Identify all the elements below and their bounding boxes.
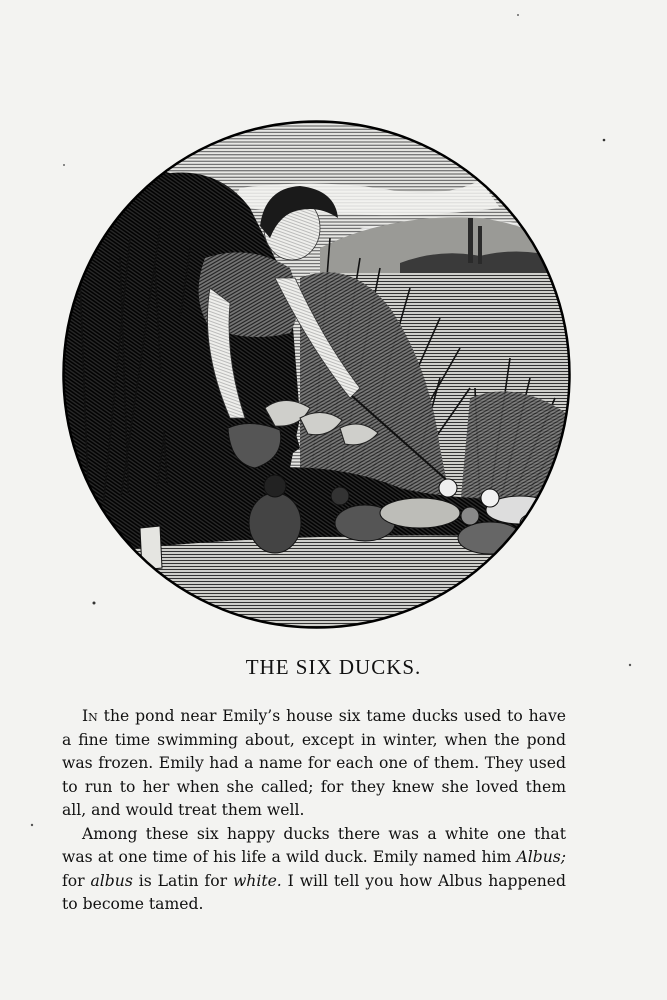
paragraph xyxy=(62,823,566,917)
text-segment: is Latin for xyxy=(132,871,233,890)
text-segment: In xyxy=(82,707,98,725)
text-segment: I will tell you how Albus happened to become tamed. xyxy=(62,871,567,913)
engraving-illustration xyxy=(60,118,573,631)
chapter-title: THE SIX DUCKS. xyxy=(245,655,422,679)
text-segment: white. xyxy=(232,871,282,890)
text-segment: the pond near Emily’s house six tame ducks used to have a fine time swimming about, except in winter, when the pond was frozen. Emily had a name for each one of them. They used to run to her when she called; for they knew she loved them all, and would treat them well. xyxy=(62,707,566,819)
text-segment: Among these six happy ducks there was a white one that was at one time of his life a wild duck. Emily named him xyxy=(62,824,566,866)
text-segment: albus xyxy=(90,871,133,890)
paragraph xyxy=(62,705,566,823)
text-segment: Albus; xyxy=(516,848,566,866)
text-segment: for xyxy=(62,871,91,890)
body-text xyxy=(62,705,566,917)
